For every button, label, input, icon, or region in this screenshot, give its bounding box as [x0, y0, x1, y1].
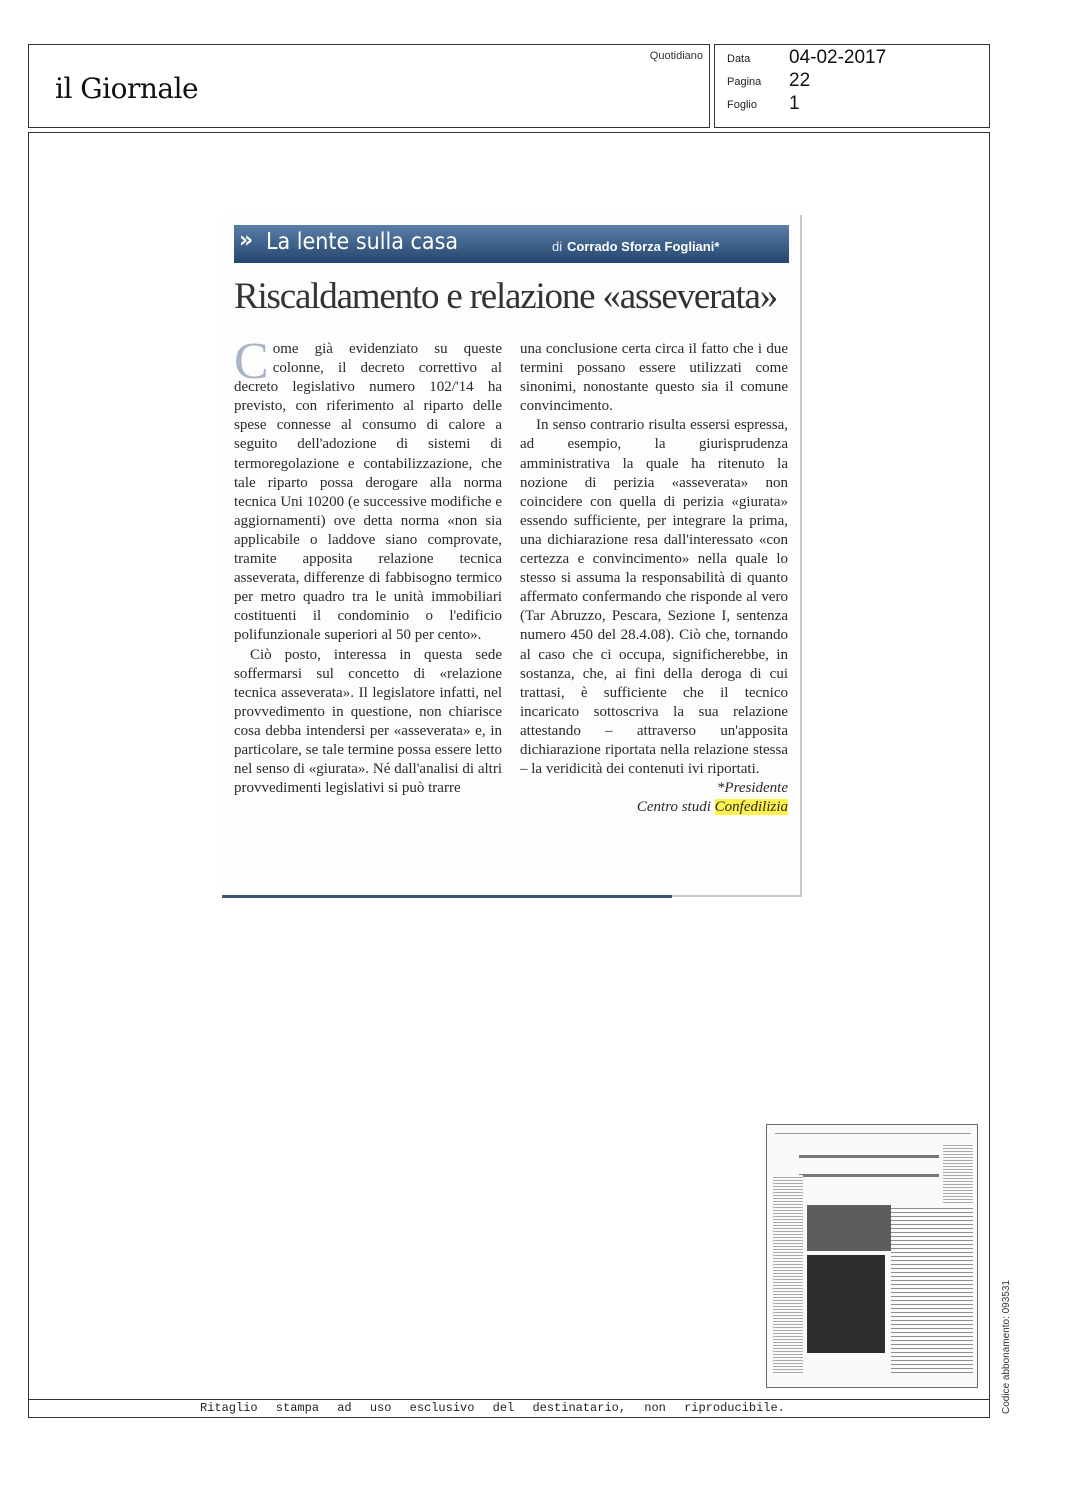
- author-prefix: di: [552, 239, 563, 254]
- sheet-label: Foglio: [727, 99, 757, 111]
- rubric-title: La lente sulla casa: [266, 229, 459, 255]
- paragraph: In senso contrario risulta essersi espressa, ad esempio, la giurisprudenza amministrativa la quale ha ritenuto la nozione di perizia «asseverata» non coincidere con quella di perizia «giurata» essendo sufficiente, per integrare la prima, una dichiarazione resa dall'interessato «con certezza e convincimento» nella quale lo stesso si assuma la responsabilità di quanto affermato confermando che risponde al vero (Tar Abruzzo, Pescara, Sezione I, sentenza numero 450 del 28.4.08). Ciò che, tornando al caso che ci occupa, significherebbe, in sostanza, che, ai fini della deroga di cui trattasi, è sufficiente che il tecnico incaricato sottoscriva la sua relazione attestando – attraverso un'apposita dichiarazione riportata nella relazione stessa – la veridicità dei contenuti ivi riportati.: [520, 417, 788, 778]
- thumb-photo: [807, 1205, 897, 1251]
- rubric-bar: [234, 225, 789, 263]
- article-headline: Riscaldamento e relazione «asseverata»: [234, 276, 778, 317]
- signature-org: [520, 798, 788, 817]
- footer-disclaimer: Ritaglio stampa ad uso esclusivo del destinatario, non riproducibile.: [200, 1401, 785, 1415]
- publication-type: Quotidiano: [649, 50, 703, 62]
- date-value: 04-02-2017: [789, 47, 887, 68]
- thumb-table: [891, 1205, 973, 1375]
- author-name: Corrado Sforza Fogliani*: [567, 239, 720, 254]
- article-column-2: [520, 340, 788, 817]
- subscription-code: Codice abbonamento: 093531: [1001, 1280, 1012, 1414]
- thumb-column: [773, 1175, 803, 1375]
- page-value: 22: [789, 70, 811, 91]
- page-label: Pagina: [727, 76, 762, 88]
- highlighted-org: Confedilizia: [714, 799, 788, 816]
- chevron-icon: »: [239, 228, 254, 253]
- drop-cap: C: [234, 333, 269, 390]
- sheet-value: 1: [789, 93, 800, 114]
- newspaper-logo: il Giornale: [55, 72, 199, 105]
- page-thumbnail: [766, 1124, 978, 1388]
- thumb-headline: [799, 1155, 939, 1177]
- paragraph: una conclusione certa circa il fatto che i due termini possano essere utilizzati come sinonimi, nonostante questo sia il comune convincimento.: [520, 341, 788, 415]
- paragraph: ome già evidenziato su queste colonne, il decreto correttivo al decreto legislativo numero 102/'14 ha previsto, con riferimento al riparto delle spese connesse al consumo di calore a seguito dell'adozione di sistemi di termoregolazione e contabilizzazione, che tale riparto possa derogare alla norma tecnica Uni 10200 (e successive modifiche e aggiornamenti) ove detta norma «non sia applicabile o laddove siano comprovate, tramite apposita relazione tecnica asseverata, differenze di fabbisogno termico per metro quadro tra le unità immobiliari costituenti il condominio o l'edificio polifunzionale superiori al 50 per cento».: [234, 341, 502, 644]
- article-column-1: [234, 333, 502, 798]
- paragraph: Ciò posto, interessa in questa sede soffermarsi sul concetto di «relazione tecnica asseverata». Il legislatore infatti, nel provvedimento in questione, non chiarisce cosa debba intendersi per «asseverata» e, in particolare, se tale termine possa essere letto nel senso di «giurata». Né dall'analisi di altri provvedimenti legislativi si può trarre: [234, 646, 502, 797]
- thumb-dark-box: [807, 1255, 885, 1353]
- signature-org-prefix: Centro studi: [636, 799, 711, 816]
- signature-role: *Presidente: [716, 780, 788, 797]
- thumb-rule: [775, 1133, 971, 1134]
- date-label: Data: [727, 53, 751, 65]
- thumb-column: [943, 1143, 973, 1203]
- article-clipping: [222, 213, 800, 895]
- clipping-bottom-rule: [222, 895, 672, 898]
